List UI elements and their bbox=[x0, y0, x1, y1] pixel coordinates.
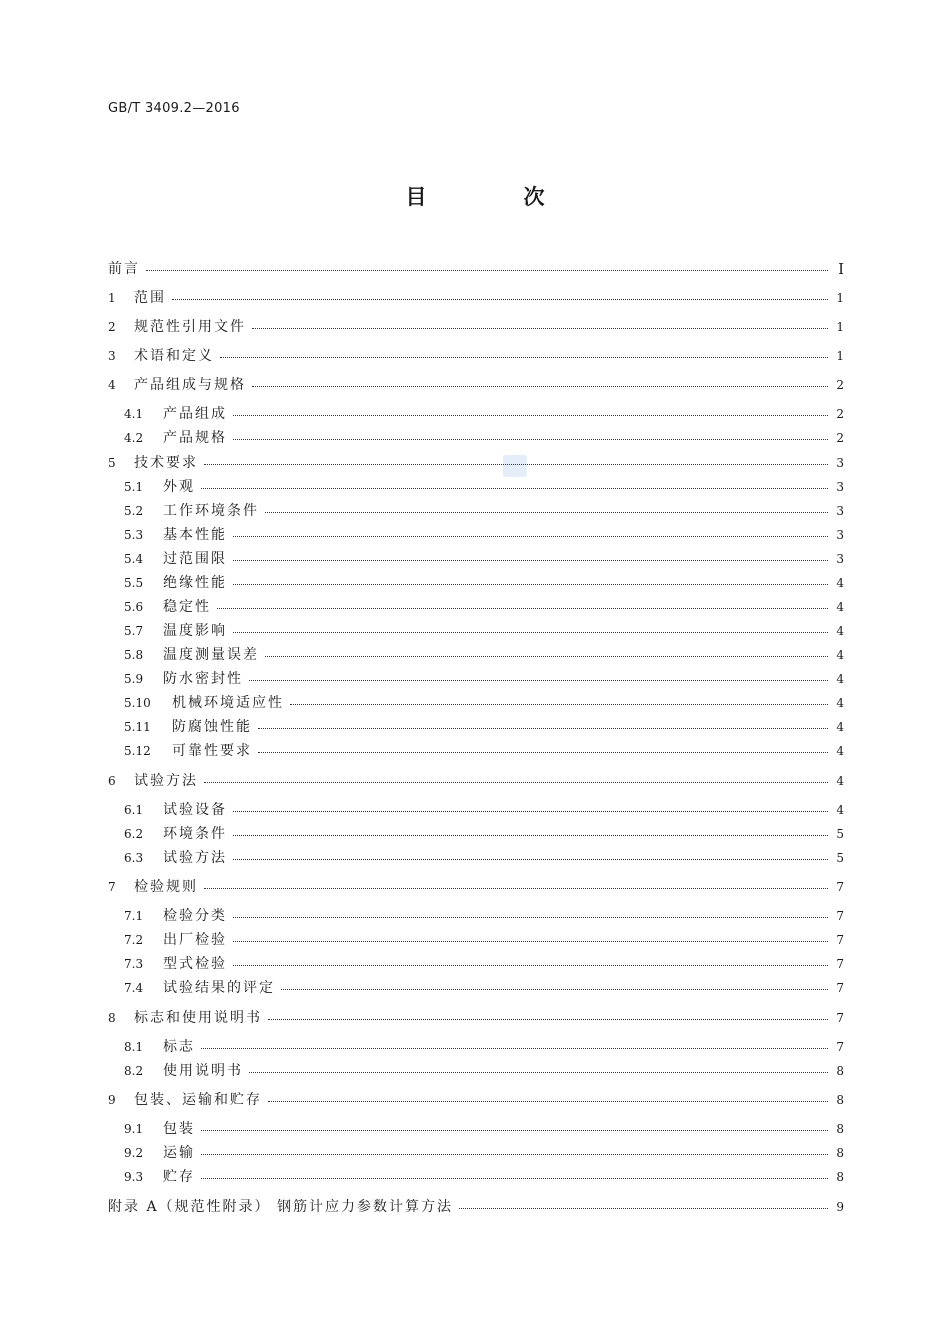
toc-entry-page: 3 bbox=[836, 480, 844, 494]
toc-entry-page: 2 bbox=[836, 431, 844, 445]
toc-entry[interactable] bbox=[124, 427, 844, 449]
toc-entry-label: 工作环境条件 bbox=[163, 503, 259, 519]
toc-entry-number: 1 bbox=[108, 291, 116, 305]
toc-entry[interactable] bbox=[124, 548, 844, 570]
toc-entry-label: 外观 bbox=[163, 479, 195, 495]
toc-entry-page: 5 bbox=[836, 851, 844, 865]
toc-entry-number: 5.9 bbox=[124, 672, 144, 686]
toc-entry-page: 7 bbox=[836, 880, 844, 894]
toc-entry-page: 7 bbox=[836, 933, 844, 947]
toc-entry-page: 8 bbox=[836, 1093, 844, 1107]
toc-entry-number: 4.2 bbox=[124, 431, 144, 445]
toc-entry-number: 5.12 bbox=[124, 744, 151, 758]
toc-entry-label: 产品组成与规格 bbox=[134, 377, 246, 393]
toc-entry-number: 5 bbox=[108, 456, 116, 470]
toc-entry-page: 3 bbox=[836, 504, 844, 518]
toc-leader-dots bbox=[265, 512, 828, 513]
toc-leader-dots bbox=[233, 965, 828, 966]
toc-entry-number: 5.4 bbox=[124, 552, 144, 566]
toc-entry-page: I bbox=[838, 260, 844, 278]
toc-entry[interactable] bbox=[124, 500, 844, 522]
toc-entry-label: 绝缘性能 bbox=[163, 575, 227, 591]
toc-leader-dots bbox=[146, 270, 828, 271]
toc-entry[interactable] bbox=[124, 799, 844, 821]
toc-entry-number: 4 bbox=[108, 378, 116, 392]
toc-entry-number: 5.10 bbox=[124, 696, 151, 710]
toc-entry[interactable] bbox=[124, 1060, 844, 1082]
toc-entry-number: 6.1 bbox=[124, 803, 144, 817]
toc-title: 目 次 bbox=[405, 184, 583, 209]
toc-entry-label: 规范性引用文件 bbox=[134, 319, 246, 335]
toc-entry-page: 5 bbox=[836, 827, 844, 841]
toc-entry-label: 包装、运输和贮存 bbox=[134, 1092, 262, 1108]
toc-entry-page: 4 bbox=[836, 803, 844, 817]
toc-entry[interactable] bbox=[124, 905, 844, 927]
toc-entry[interactable] bbox=[124, 596, 844, 618]
toc-leader-dots bbox=[201, 1154, 828, 1155]
toc-entry[interactable] bbox=[124, 716, 844, 738]
toc-entry[interactable] bbox=[124, 403, 844, 425]
toc-entry-number: 5.3 bbox=[124, 528, 144, 542]
toc-entry[interactable] bbox=[124, 476, 844, 498]
toc-entry-label: 标志和使用说明书 bbox=[134, 1010, 262, 1026]
toc-entry-page: 1 bbox=[836, 349, 844, 363]
toc-entry-number: 6.2 bbox=[124, 827, 144, 841]
toc-entry-page: 8 bbox=[836, 1122, 844, 1136]
toc-entry-number: 6.3 bbox=[124, 851, 144, 865]
toc-entry-label: 型式检验 bbox=[163, 956, 227, 972]
toc-entry-number: 7.3 bbox=[124, 957, 144, 971]
toc-entry-page: 3 bbox=[836, 528, 844, 542]
toc-entry-label: 试验结果的评定 bbox=[163, 980, 275, 996]
toc-entry-label: 试验方法 bbox=[134, 773, 198, 789]
toc-entry-number: 4.1 bbox=[124, 407, 144, 421]
toc-entry[interactable] bbox=[124, 977, 844, 999]
toc-entry[interactable] bbox=[108, 1007, 844, 1029]
toc-entry-number: 7 bbox=[108, 880, 116, 894]
toc-entry-number: 5.11 bbox=[124, 720, 151, 734]
toc-leader-dots bbox=[265, 656, 828, 657]
toc-entry-label: 过范围限 bbox=[163, 551, 227, 567]
toc-entry-label: 前言 bbox=[108, 261, 140, 277]
toc-entry[interactable] bbox=[124, 1142, 844, 1164]
toc-leader-dots bbox=[268, 1101, 828, 1102]
toc-leader-dots bbox=[281, 989, 828, 990]
toc-leader-dots bbox=[233, 859, 828, 860]
toc-leader-dots bbox=[258, 728, 828, 729]
toc-leader-dots bbox=[233, 917, 828, 918]
toc-entry-label: 可靠性要求 bbox=[172, 743, 252, 759]
toc-leader-dots bbox=[233, 560, 828, 561]
toc-entry-label: 检验规则 bbox=[134, 879, 198, 895]
toc-entry-label: 机械环境适应性 bbox=[172, 695, 284, 711]
toc-leader-dots bbox=[201, 1178, 828, 1179]
toc-entry-page: 1 bbox=[836, 320, 844, 334]
toc-entry-number: 9.1 bbox=[124, 1122, 144, 1136]
toc-leader-dots bbox=[204, 782, 828, 783]
toc-entry-label: 运输 bbox=[163, 1145, 195, 1161]
toc-entry-page: 1 bbox=[836, 291, 844, 305]
toc-entry-page: 7 bbox=[836, 1011, 844, 1025]
toc-entry[interactable] bbox=[124, 953, 844, 975]
toc-leader-dots bbox=[233, 835, 828, 836]
toc-leader-dots bbox=[268, 1019, 828, 1020]
toc-entry-label: 使用说明书 bbox=[163, 1063, 243, 1079]
toc-entry-page: 4 bbox=[836, 648, 844, 662]
toc-entry-page: 8 bbox=[836, 1170, 844, 1184]
toc-entry[interactable] bbox=[124, 572, 844, 594]
toc-leader-dots bbox=[233, 941, 828, 942]
toc-leader-dots bbox=[201, 1048, 828, 1049]
toc-entry-page: 9 bbox=[836, 1200, 844, 1214]
toc-entry-label: 检验分类 bbox=[163, 908, 227, 924]
toc-entry-label: 附录 A（规范性附录） 钢筋计应力参数计算方法 bbox=[108, 1199, 454, 1215]
toc-entry-number: 9.3 bbox=[124, 1170, 144, 1184]
toc-entry[interactable] bbox=[124, 1118, 844, 1140]
toc-leader-dots bbox=[459, 1208, 828, 1209]
toc-leader-dots bbox=[233, 439, 828, 440]
toc-entry-number: 5.1 bbox=[124, 480, 144, 494]
toc-entry[interactable] bbox=[124, 823, 844, 845]
toc-leader-dots bbox=[204, 464, 828, 465]
toc-leader-dots bbox=[217, 608, 828, 609]
toc-leader-dots bbox=[233, 584, 828, 585]
toc-entry-page: 2 bbox=[836, 407, 844, 421]
toc-entry[interactable] bbox=[124, 1166, 844, 1188]
toc-entry[interactable] bbox=[108, 770, 844, 792]
toc-leader-dots bbox=[233, 811, 828, 812]
toc-leader-dots bbox=[290, 704, 828, 705]
toc-entry[interactable] bbox=[108, 1196, 844, 1218]
toc-entry[interactable] bbox=[124, 620, 844, 642]
toc-entry-number: 9 bbox=[108, 1093, 116, 1107]
toc-entry-number: 5.7 bbox=[124, 624, 144, 638]
toc-entry[interactable] bbox=[124, 668, 844, 690]
toc-entry[interactable] bbox=[124, 740, 844, 762]
toc-leader-dots bbox=[172, 299, 828, 300]
toc-leader-dots bbox=[252, 386, 828, 387]
toc-entry-page: 4 bbox=[836, 744, 844, 758]
toc-entry-number: 8 bbox=[108, 1011, 116, 1025]
toc-entry-page: 3 bbox=[836, 456, 844, 470]
toc-entry[interactable] bbox=[124, 692, 844, 714]
toc-entry-number: 2 bbox=[108, 320, 116, 334]
toc-entry-page: 7 bbox=[836, 909, 844, 923]
toc-entry-label: 贮存 bbox=[163, 1169, 195, 1185]
toc-entry-page: 8 bbox=[836, 1146, 844, 1160]
toc-entry-label: 产品组成 bbox=[163, 406, 227, 422]
toc-entry-page: 4 bbox=[836, 774, 844, 788]
toc-entry[interactable] bbox=[108, 345, 844, 367]
toc-entry-number: 5.6 bbox=[124, 600, 144, 614]
toc-entry-number: 8.2 bbox=[124, 1064, 144, 1078]
toc-entry-label: 环境条件 bbox=[163, 826, 227, 842]
toc-entry-page: 4 bbox=[836, 600, 844, 614]
toc-leader-dots bbox=[233, 536, 828, 537]
toc-entry-label: 范围 bbox=[134, 290, 166, 306]
toc-entry-label: 出厂检验 bbox=[163, 932, 227, 948]
toc-entry-page: 7 bbox=[836, 981, 844, 995]
toc-entry-label: 包装 bbox=[163, 1121, 195, 1137]
toc-entry-label: 试验设备 bbox=[163, 802, 227, 818]
toc-entry[interactable] bbox=[108, 258, 844, 280]
toc-entry-label: 温度测量误差 bbox=[163, 647, 259, 663]
toc-entry-page: 7 bbox=[836, 1040, 844, 1054]
toc-leader-dots bbox=[220, 357, 828, 358]
toc-entry-page: 4 bbox=[836, 720, 844, 734]
toc-entry[interactable] bbox=[108, 452, 844, 474]
document-code: GB/T 3409.2—2016 bbox=[108, 101, 240, 116]
toc-entry[interactable] bbox=[108, 876, 844, 898]
toc-leader-dots bbox=[233, 415, 828, 416]
toc-entry-label: 术语和定义 bbox=[134, 348, 214, 364]
toc-leader-dots bbox=[233, 632, 828, 633]
toc-entry-page: 4 bbox=[836, 624, 844, 638]
toc-entry[interactable] bbox=[108, 374, 844, 396]
toc-entry-page: 7 bbox=[836, 957, 844, 971]
toc-entry-number: 7.1 bbox=[124, 909, 144, 923]
toc-entry-label: 产品规格 bbox=[163, 430, 227, 446]
toc-entry-number: 5.2 bbox=[124, 504, 144, 518]
toc-entry-number: 9.2 bbox=[124, 1146, 144, 1160]
toc-entry-page: 8 bbox=[836, 1064, 844, 1078]
toc-entry-label: 试验方法 bbox=[163, 850, 227, 866]
toc-entry-page: 4 bbox=[836, 576, 844, 590]
toc-entry-number: 8.1 bbox=[124, 1040, 144, 1054]
toc-entry-label: 防水密封性 bbox=[163, 671, 243, 687]
toc-entry[interactable] bbox=[124, 1036, 844, 1058]
toc-leader-dots bbox=[249, 1072, 828, 1073]
toc-entry-number: 7.2 bbox=[124, 933, 144, 947]
toc-leader-dots bbox=[258, 752, 828, 753]
toc-leader-dots bbox=[249, 680, 828, 681]
toc-entry-number: 3 bbox=[108, 349, 116, 363]
toc-leader-dots bbox=[204, 888, 828, 889]
toc-entry-label: 标志 bbox=[163, 1039, 195, 1055]
toc-entry-page: 3 bbox=[836, 552, 844, 566]
toc-entry-page: 4 bbox=[836, 696, 844, 710]
toc-leader-dots bbox=[201, 1130, 828, 1131]
toc-entry[interactable] bbox=[124, 847, 844, 869]
toc-entry-label: 温度影响 bbox=[163, 623, 227, 639]
toc-entry[interactable] bbox=[108, 1089, 844, 1111]
toc-entry[interactable] bbox=[108, 316, 844, 338]
toc-entry-label: 技术要求 bbox=[134, 455, 198, 471]
toc-entry-page: 2 bbox=[836, 378, 844, 392]
toc-entry-label: 防腐蚀性能 bbox=[172, 719, 252, 735]
toc-entry[interactable] bbox=[124, 929, 844, 951]
toc-entry[interactable] bbox=[124, 644, 844, 666]
toc-leader-dots bbox=[252, 328, 828, 329]
toc-entry[interactable] bbox=[108, 287, 844, 309]
toc-entry-label: 稳定性 bbox=[163, 599, 211, 615]
toc-entry-number: 5.8 bbox=[124, 648, 144, 662]
toc-entry-number: 5.5 bbox=[124, 576, 144, 590]
toc-entry-page: 4 bbox=[836, 672, 844, 686]
toc-entry-number: 7.4 bbox=[124, 981, 144, 995]
toc-entry-label: 基本性能 bbox=[163, 527, 227, 543]
toc-entry[interactable] bbox=[124, 524, 844, 546]
toc-leader-dots bbox=[201, 488, 828, 489]
toc-entry-number: 6 bbox=[108, 774, 116, 788]
